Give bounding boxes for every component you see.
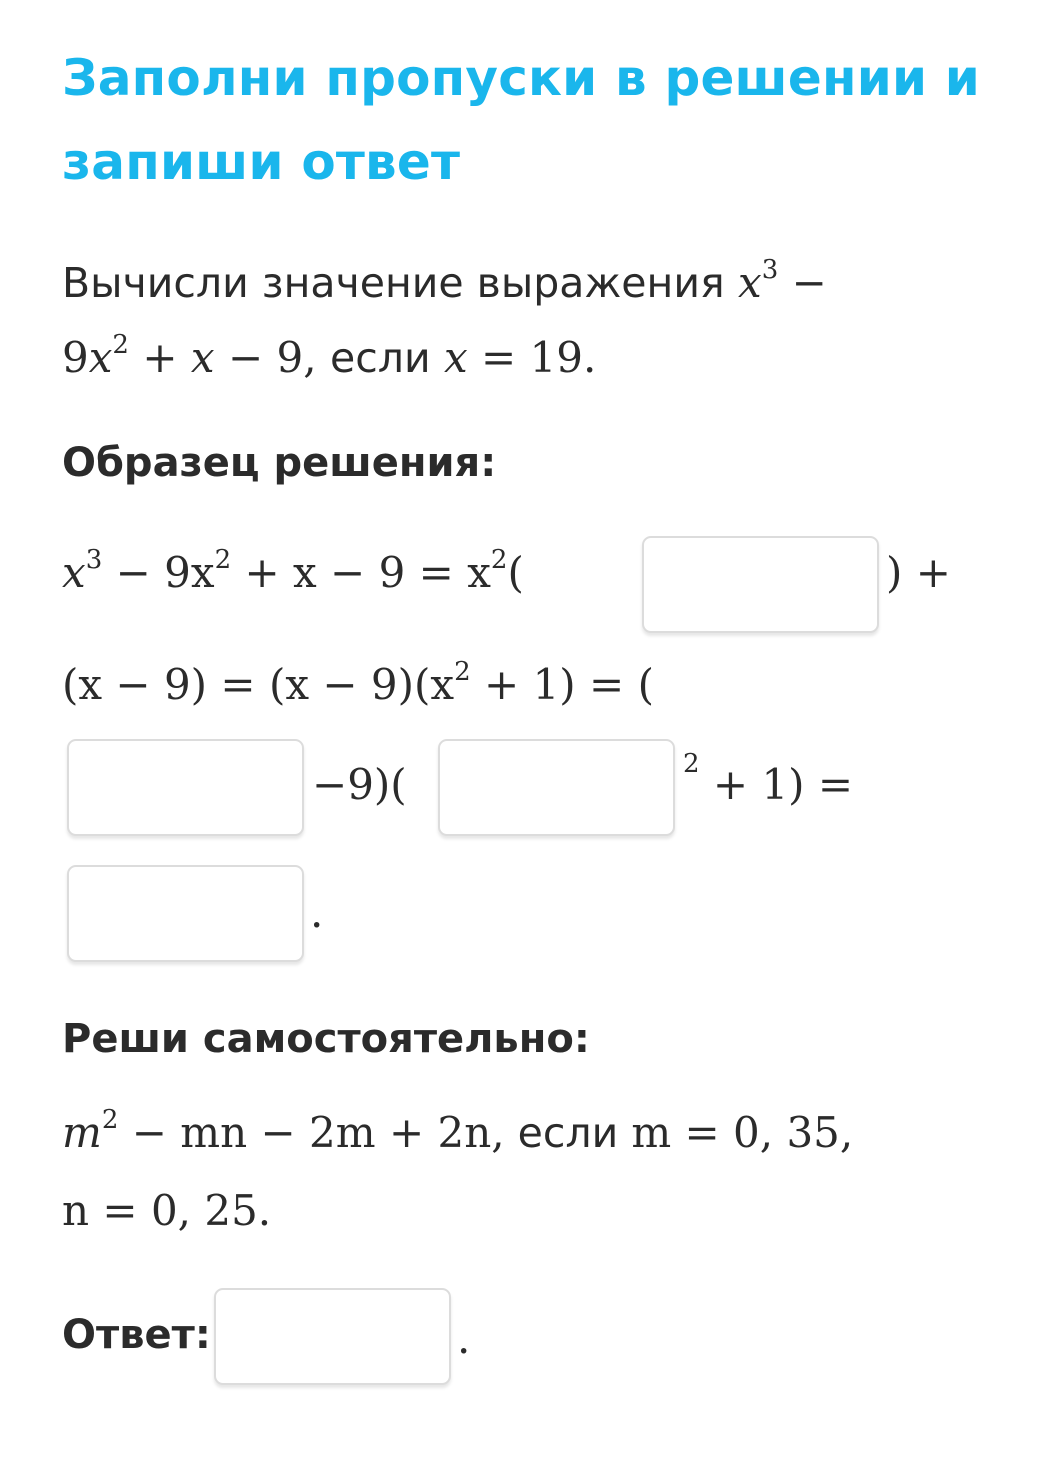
task-exp-3: 3 [761, 255, 779, 286]
page-title: Заполни пропуски в решении и запиши ответ [62, 49, 981, 191]
answer-label: Ответ: [62, 1312, 211, 1358]
self-var-m: m [62, 1108, 102, 1157]
self-heading: Реши самостоятельно: [62, 1016, 590, 1062]
sample-line3-end: + 1) = [699, 760, 854, 809]
sample-part-c: + x − 9 = x [231, 548, 491, 597]
blank-input-4[interactable] [67, 865, 304, 962]
blank-input-2[interactable] [67, 739, 304, 836]
task-var-x2: x [88, 333, 113, 382]
task-nine: 9 [62, 333, 89, 382]
sample-close-plus: ) + [886, 548, 951, 597]
sample-line2-end: + 1) = ( [470, 660, 654, 709]
self-line-1: $m^2$ − mn − 2m + 2n, если m = 0, 35, [62, 1105, 854, 1157]
task-minus: − [791, 258, 827, 307]
task-var-x4: x [443, 333, 468, 382]
blank-input-3[interactable] [438, 739, 675, 836]
sample-open-paren: ( [507, 548, 524, 597]
task-var-x3: x [190, 333, 215, 382]
sample-x: x [62, 548, 86, 597]
sample-line-2: $(x - 9) = (x - 9)(x^2 + 1)$ = ( [62, 657, 654, 709]
task-minus-2: − [227, 333, 264, 382]
sample-final-dot: . [310, 888, 324, 937]
task-line-1 [62, 255, 827, 307]
title-block [62, 36, 1022, 204]
sample-line-1: $x^3 - 9x^2 + x - 9 = x^2$( [62, 545, 524, 597]
task-if: если [329, 334, 431, 382]
sample-heading: Образец решения: [62, 440, 497, 486]
task-text: Вычисли значение выражения [62, 259, 725, 307]
sample-line3-end-wrap: $^2$ + 1) = [683, 749, 854, 809]
task-value: 19. [529, 333, 597, 382]
answer-dot: . [457, 1314, 471, 1363]
blank-input-1[interactable] [642, 536, 879, 633]
task-var-x: x [738, 258, 762, 307]
self-expr-rest: − mn − 2m + 2n, [118, 1108, 505, 1157]
self-m-eq: m = 0, 35, [631, 1108, 854, 1157]
self-line-2: n = 0, 25. [62, 1186, 272, 1235]
task-line-2: $9x^2 + x - 9$, если x = 19. [62, 330, 597, 382]
task-nine-2: 9 [276, 333, 304, 382]
answer-input[interactable] [214, 1288, 451, 1385]
sample-part-b: − 9x [102, 548, 215, 597]
task-plus: + [142, 333, 178, 382]
task-eq: = [481, 333, 517, 382]
sample-line2-text: (x − 9) = (x − 9)(x [62, 660, 455, 709]
sample-line3-mid: −9)( [312, 760, 407, 809]
task-exp-2: 2 [112, 330, 129, 361]
self-if: если [504, 1109, 632, 1157]
